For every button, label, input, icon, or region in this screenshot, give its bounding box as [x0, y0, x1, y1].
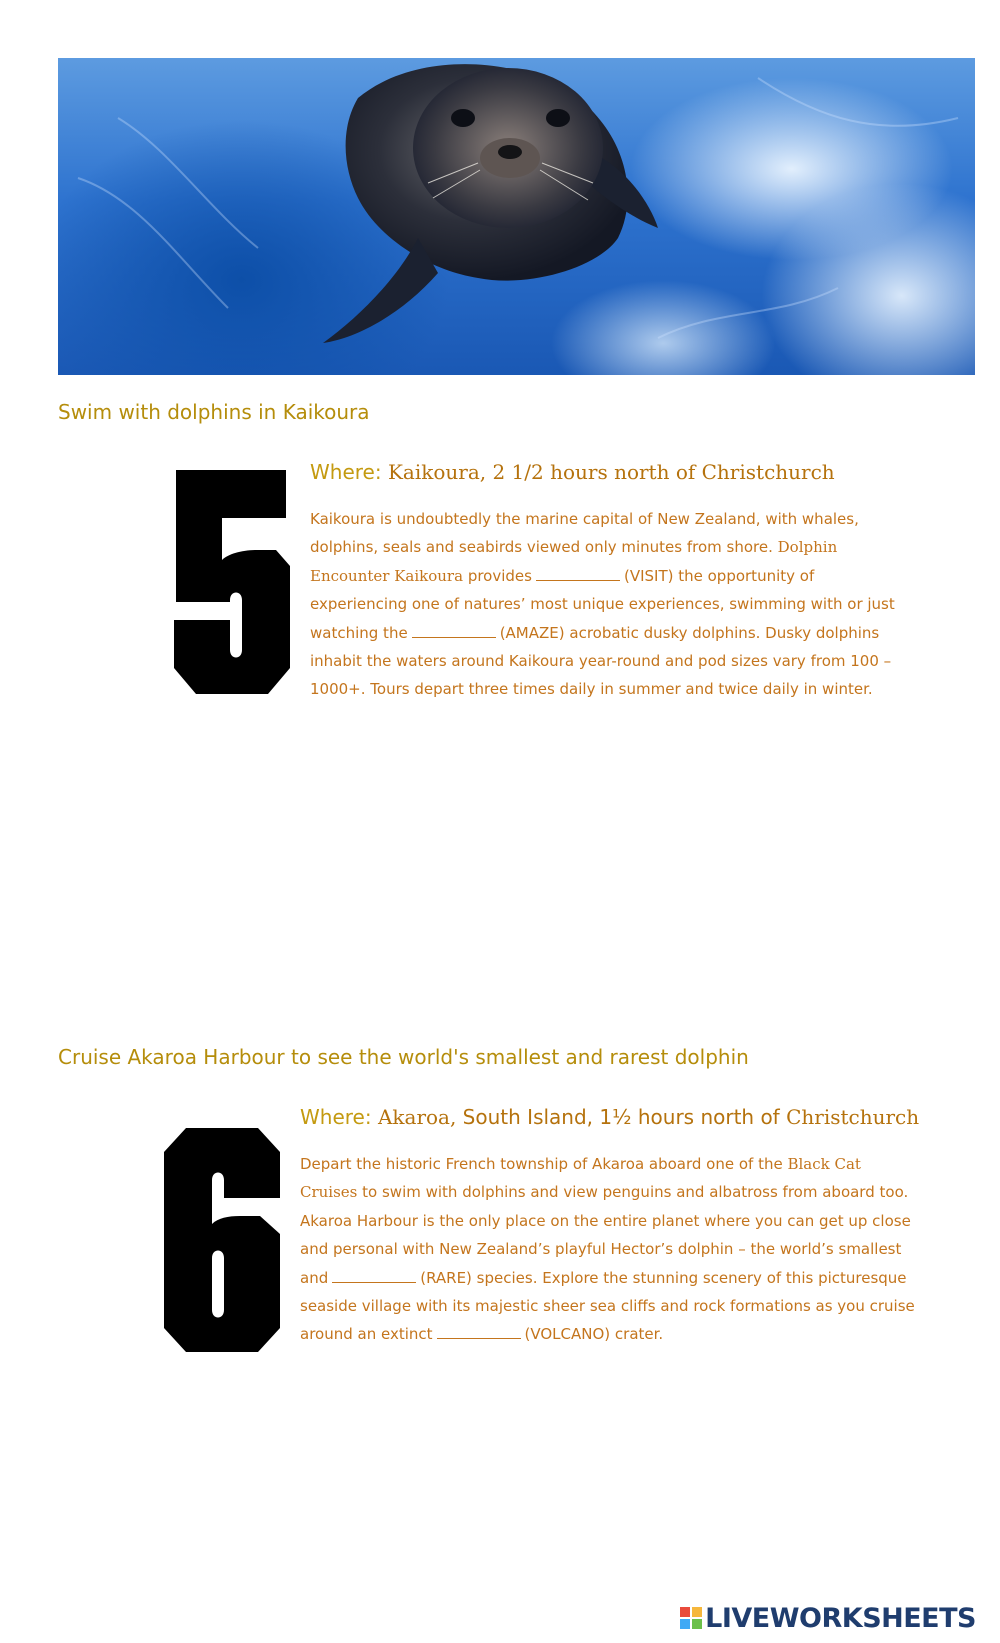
where-label: Where: [310, 460, 382, 484]
where-label: Where: [300, 1105, 372, 1129]
logo-blocks-icon [680, 1607, 702, 1629]
seal-illustration [58, 58, 975, 375]
section-title-akaroa: Cruise Akaroa Harbour to see the world's smallest and rarest dolphin [58, 1045, 749, 1069]
blank-amaze[interactable] [412, 623, 496, 638]
where-line-kaikoura [310, 460, 835, 484]
black-cat-cruises-link-text: Black Cat Cruises [300, 1155, 861, 1202]
number-6-graphic [162, 1128, 280, 1352]
blank-visit[interactable] [536, 566, 620, 581]
paragraph-text: (VISIT) the opportunity of experiencing one of natures’ most unique experiences, swimming with or just watching the [310, 566, 895, 642]
where-place: Kaikoura, 2 1/2 hours north of [387, 460, 702, 484]
section-title-kaikoura: Swim with dolphins in Kaikoura [58, 400, 370, 424]
where-city: Christchurch [701, 460, 835, 484]
paragraph-text: (RARE) species. Explore the stunning scenery of this picturesque seaside village with its majestic sheer sea cliffs and rock formations as you cruise around an extinct [300, 1268, 915, 1344]
paragraph-text: to swim with dolphins and view penguins and albatross from aboard too. Akaroa Harbour is the only place on the entire planet where you can get up close and personal with New Zealand’s playful Hector’s dolphin – the world’s smallest and [300, 1183, 911, 1287]
paragraph-text: Depart the historic French township of Akaroa aboard one of the [300, 1155, 788, 1173]
big-number-six [162, 1128, 280, 1356]
where-place-serif: Akaroa, [377, 1105, 457, 1129]
dolphin-encounter-link-text: Dolphin Encounter Kaikoura [310, 538, 838, 585]
big-number-five [172, 470, 290, 698]
paragraph-kaikoura [310, 505, 910, 704]
number-5-graphic [172, 470, 290, 694]
logo-text: LIVEWORKSHEETS [705, 1602, 976, 1634]
blank-rare[interactable] [332, 1268, 416, 1283]
hero-photo-seal [58, 58, 975, 375]
where-place: South Island, 1½ hours north of [456, 1105, 787, 1129]
where-city: Christchurch [786, 1105, 920, 1129]
paragraph-text: Kaikoura is undoubtedly the marine capital of New Zealand, with whales, dolphins, seals and seabirds viewed only minutes from shore. [310, 510, 859, 557]
paragraph-akaroa [300, 1150, 918, 1349]
blank-volcano[interactable] [437, 1324, 521, 1339]
liveworksheets-logo [680, 1603, 976, 1633]
paragraph-text: (VOLCANO) crater. [524, 1325, 664, 1344]
paragraph-text: (AMAZE) acrobatic dusky dolphins. Dusky dolphins inhabit the waters around Kaikoura year-round and pod sizes vary from 100 – 1000+. Tours depart three times daily in summer and twice daily in winter. [310, 623, 892, 699]
where-line-akaroa [300, 1105, 919, 1129]
paragraph-text: provides [463, 566, 532, 585]
